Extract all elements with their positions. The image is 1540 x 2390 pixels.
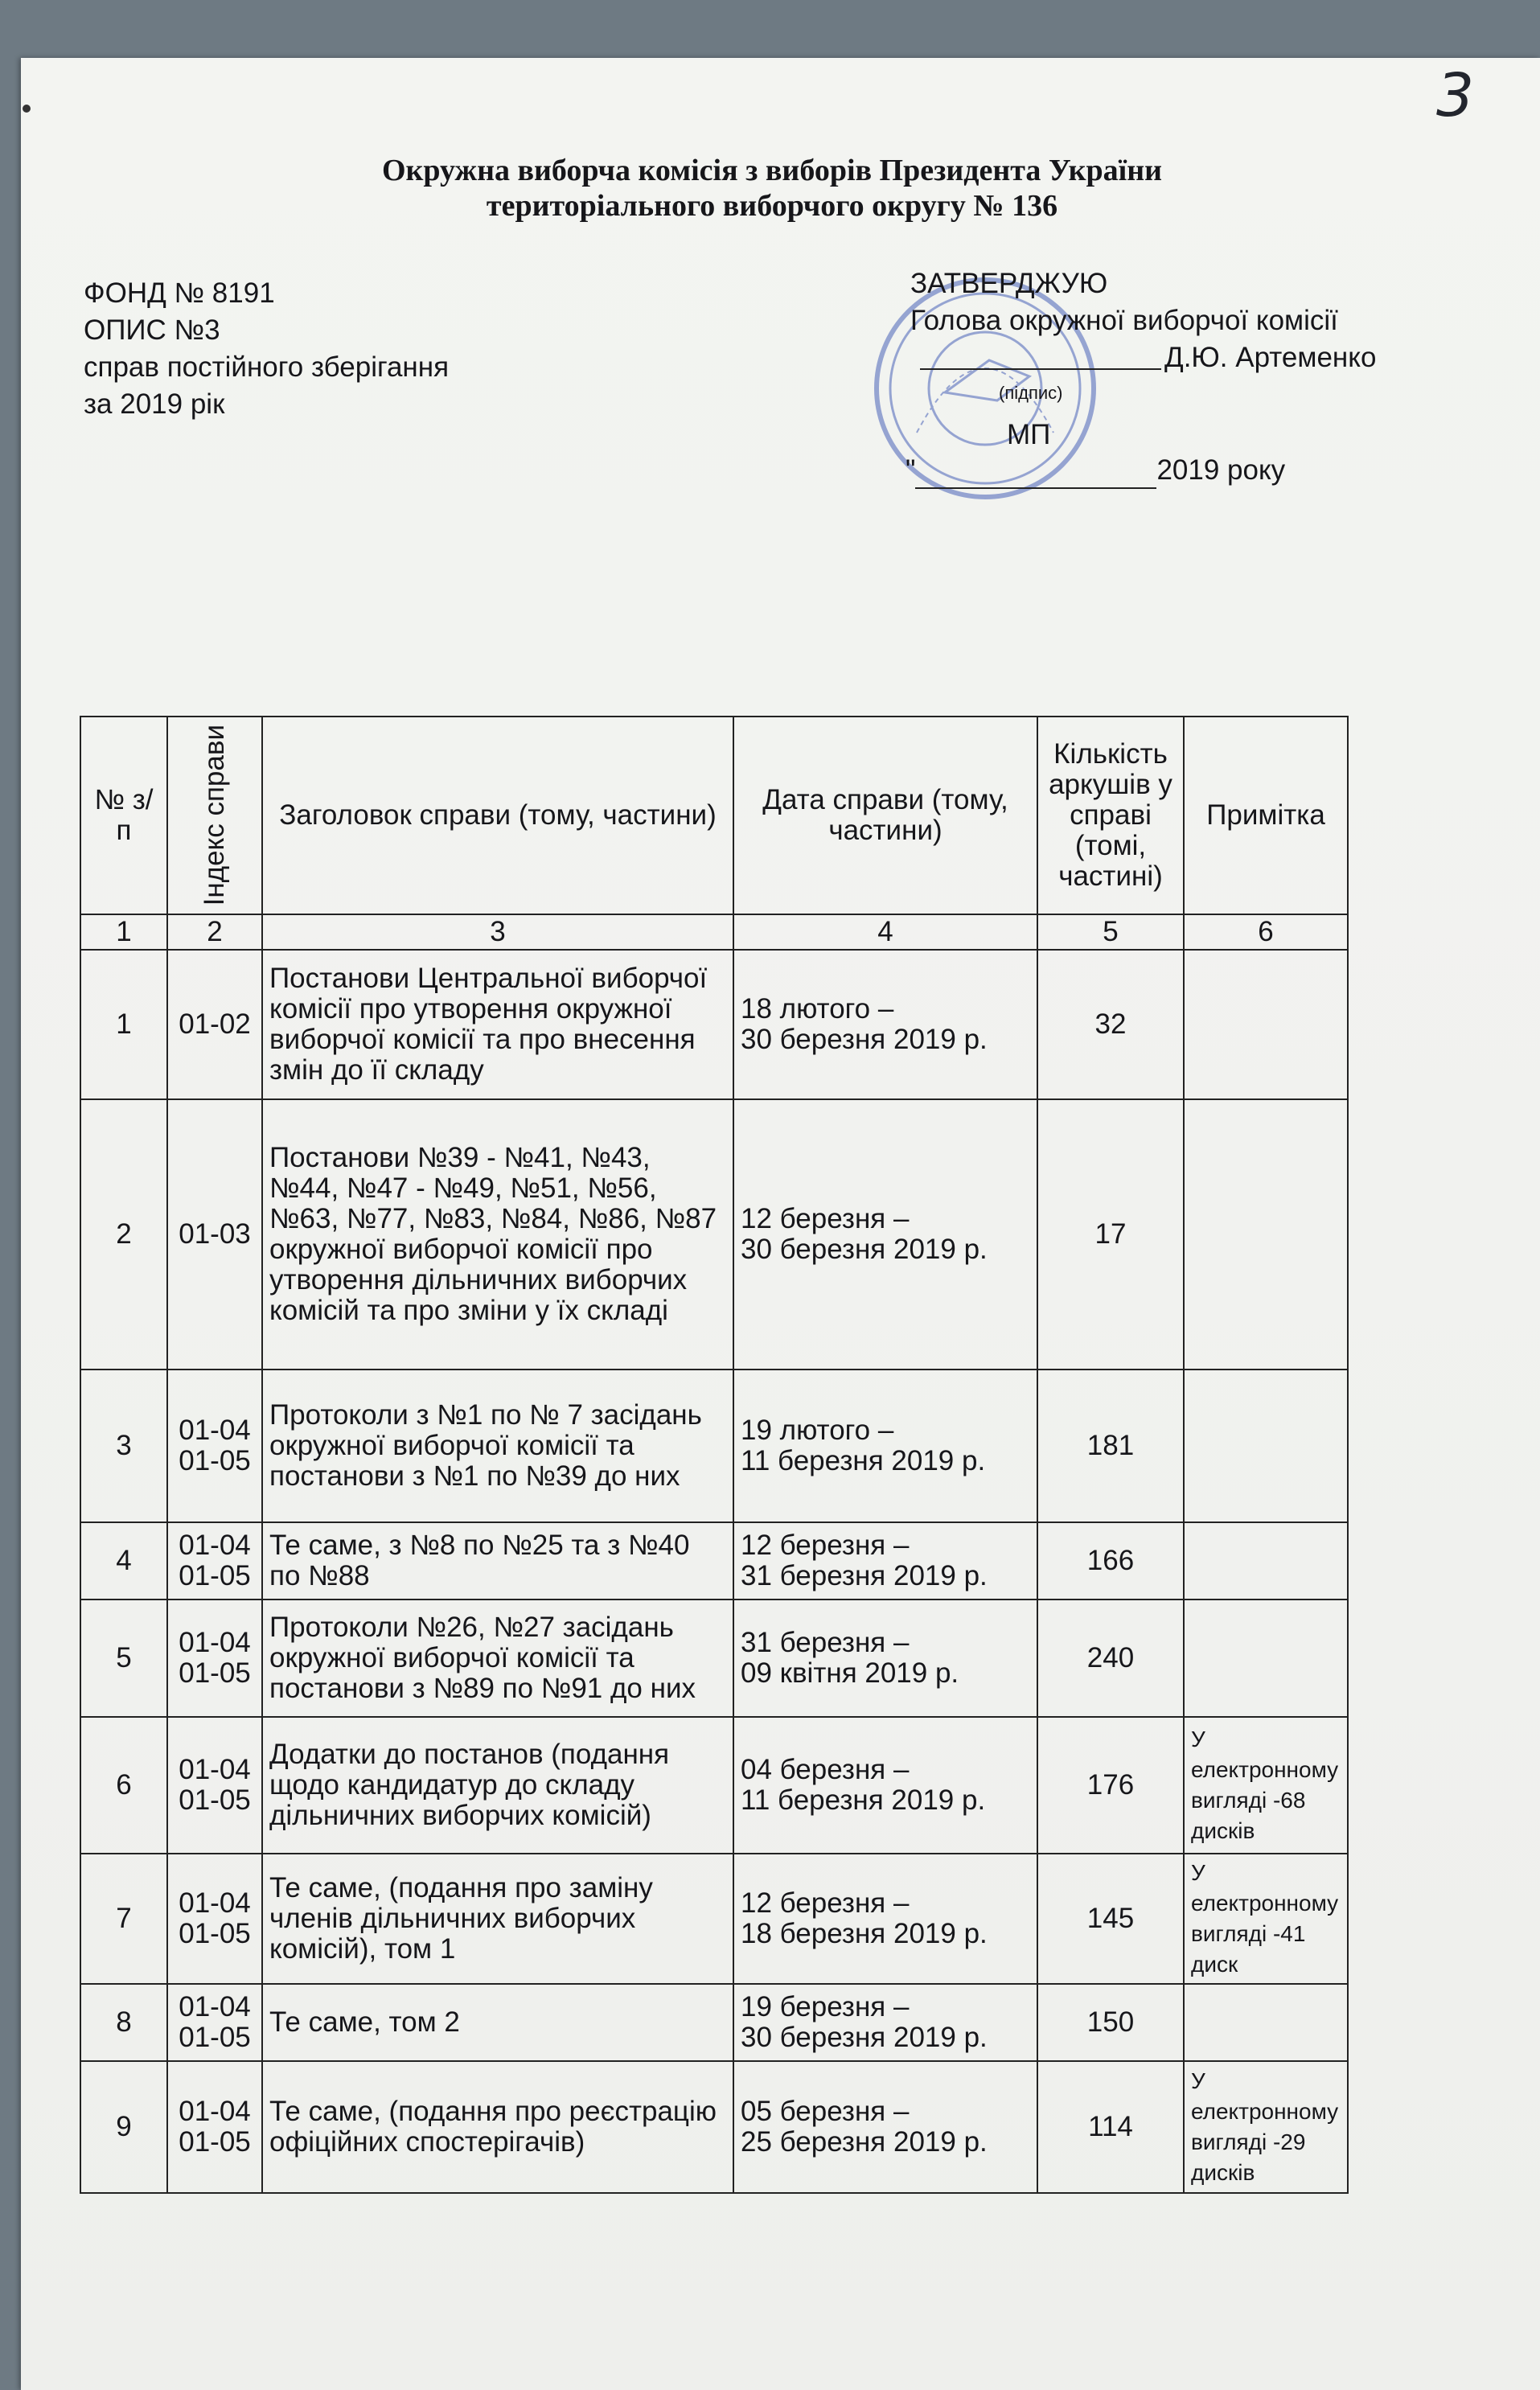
row-sheets: 166 — [1037, 1522, 1184, 1599]
row-title: Постанови Центральної виборчої комісії про утворення окружної виборчої комісії та про внесення змін до її складу — [262, 950, 733, 1099]
table-row — [80, 1370, 1348, 1522]
header-sheets: Кількість аркушів у справі (томі, частині) — [1037, 717, 1184, 914]
row-index: 01-03 — [167, 1099, 262, 1370]
row-note: У електронному вигляді -68 дисків — [1184, 1717, 1348, 1854]
row-num: 9 — [80, 2061, 167, 2193]
row-sheets: 114 — [1037, 2061, 1184, 2193]
signature-line — [920, 368, 1161, 370]
date-prefix: " — [906, 454, 916, 486]
opis-number: ОПИС №3 — [84, 314, 220, 346]
row-index: 01-02 — [167, 950, 262, 1099]
row-note — [1184, 950, 1348, 1099]
row-title: Протоколи №26, №27 засідань окружної виборчої комісії та постанови з №89 по №91 до них — [262, 1599, 733, 1717]
row-sheets: 145 — [1037, 1854, 1184, 1984]
row-num: 3 — [80, 1370, 167, 1522]
fond-number: ФОНД № 8191 — [84, 277, 275, 309]
seal-caption: МП — [1007, 419, 1051, 450]
row-note — [1184, 1522, 1348, 1599]
row-date: 19 лютого – 11 березня 2019 р. — [733, 1370, 1037, 1522]
header-note: Примітка — [1184, 717, 1348, 914]
storage-type: справ постійного зберігання — [84, 351, 450, 383]
table-row — [80, 1717, 1348, 1854]
signature-row — [894, 339, 1473, 486]
row-title: Те саме, (подання про реєстрацію офіційних спостерігачів) — [262, 2061, 733, 2193]
row-title: Те саме, з №8 по №25 та з №40 по №88 — [262, 1522, 733, 1599]
column-number: 4 — [733, 914, 1037, 950]
column-number: 5 — [1037, 914, 1184, 950]
row-title: Те саме, (подання про заміну членів дільничних виборчих комісій), том 1 — [262, 1854, 733, 1984]
row-sheets: 181 — [1037, 1370, 1184, 1522]
row-date: 12 березня – 18 березня 2019 р. — [733, 1854, 1037, 1984]
table-row — [80, 1599, 1348, 1717]
table-row — [80, 1522, 1348, 1599]
table-row — [80, 1854, 1348, 1984]
row-sheets: 32 — [1037, 950, 1184, 1099]
approval-block — [894, 265, 1473, 486]
row-note: У електронному вигляді -41 диск — [1184, 1854, 1348, 1984]
row-date: 12 березня – 31 березня 2019 р. — [733, 1522, 1037, 1599]
date-suffix: 2019 року — [1156, 454, 1286, 486]
header-index — [167, 717, 262, 914]
header-num: № з/п — [80, 717, 167, 914]
table-row — [80, 1099, 1348, 1370]
signature-caption: (підпис) — [999, 383, 1063, 403]
row-date: 05 березня – 25 березня 2019 р. — [733, 2061, 1037, 2193]
row-index: 01-04 01-05 — [167, 1370, 262, 1522]
row-index: 01-04 01-05 — [167, 1599, 262, 1717]
row-note — [1184, 1370, 1348, 1522]
header-line-1: Окружна виборча комісія з виборів Президента України — [381, 154, 1163, 187]
year-line: за 2019 рік — [84, 388, 225, 420]
row-sheets: 17 — [1037, 1099, 1184, 1370]
row-note — [1184, 1099, 1348, 1370]
corner-dot — [23, 105, 31, 113]
row-num: 5 — [80, 1599, 167, 1717]
row-num: 8 — [80, 1984, 167, 2061]
table-header-row — [80, 717, 1348, 914]
header-line-2: територіального виборчого округу № 136 — [486, 189, 1058, 223]
row-title: Те саме, том 2 — [262, 1984, 733, 2061]
header-title: Заголовок справи (тому, частини) — [262, 717, 733, 914]
column-number: 2 — [167, 914, 262, 950]
row-index: 01-04 01-05 — [167, 1522, 262, 1599]
column-number-row — [80, 914, 1348, 950]
row-index: 01-04 01-05 — [167, 1854, 262, 1984]
document-header — [273, 153, 1271, 224]
row-note: У електронному вигляді -29 дисків — [1184, 2061, 1348, 2193]
row-index: 01-04 01-05 — [167, 1984, 262, 2061]
row-num: 1 — [80, 950, 167, 1099]
row-index: 01-04 01-05 — [167, 1717, 262, 1854]
column-number: 6 — [1184, 914, 1348, 950]
column-number: 1 — [80, 914, 167, 950]
row-date: 31 березня – 09 квітня 2019 р. — [733, 1599, 1037, 1717]
header-date: Дата справи (тому, частини) — [733, 717, 1037, 914]
approver-name: Д.Ю. Артеменко — [1164, 342, 1377, 373]
row-date: 18 лютого – 30 березня 2019 р. — [733, 950, 1037, 1099]
header-index-text: Індекс справи — [199, 725, 230, 906]
fond-block — [84, 275, 449, 423]
row-note — [1184, 1599, 1348, 1717]
handwritten-page-number: 3 — [1436, 61, 1475, 130]
row-title: Додатки до постанов (подання щодо кандидатур до складу дільничних виборчих комісій) — [262, 1717, 733, 1854]
row-title: Протоколи з №1 по № 7 засідань окружної виборчої комісії та постанови з №1 по №39 до них — [262, 1370, 733, 1522]
row-title: Постанови №39 - №41, №43, №44, №47 - №49, №51, №56, №63, №77, №83, №84, №86, №87 окружної виборчої комісії про утворення дільничних виборчих комісій та про зміни у їх складі — [262, 1099, 733, 1370]
row-index: 01-04 01-05 — [167, 2061, 262, 2193]
row-sheets: 150 — [1037, 1984, 1184, 2061]
table-row — [80, 1984, 1348, 2061]
inventory-table — [80, 716, 1349, 2194]
row-num: 2 — [80, 1099, 167, 1370]
row-note — [1184, 1984, 1348, 2061]
row-num: 7 — [80, 1854, 167, 1984]
approval-date-line — [906, 452, 1285, 489]
row-date: 12 березня – 30 березня 2019 р. — [733, 1099, 1037, 1370]
table-row — [80, 950, 1348, 1099]
table-row — [80, 2061, 1348, 2193]
approver-position: Голова окружної виборчої комісії — [910, 305, 1338, 336]
column-number: 3 — [262, 914, 733, 950]
date-blank — [915, 462, 1156, 489]
row-sheets: 176 — [1037, 1717, 1184, 1854]
row-date: 04 березня – 11 березня 2019 р. — [733, 1717, 1037, 1854]
row-num: 6 — [80, 1717, 167, 1854]
row-sheets: 240 — [1037, 1599, 1184, 1717]
row-num: 4 — [80, 1522, 167, 1599]
row-date: 19 березня – 30 березня 2019 р. — [733, 1984, 1037, 2061]
approve-word: ЗАТВЕРДЖУЮ — [910, 268, 1108, 299]
